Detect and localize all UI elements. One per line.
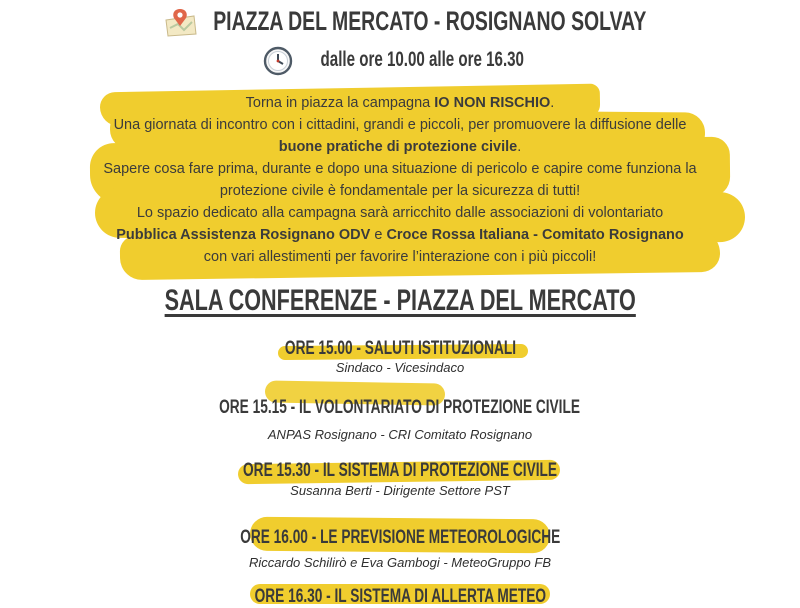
program-item-speakers: Sindaco - Vicesindaco — [335, 360, 465, 375]
program-item-title: ORE 16.00 - LE PREVISIONE METEOROLOGICHE — [239, 527, 561, 548]
program-item-speakers: Riccardo Schilirò e Eva Gambogi - MeteoGruppo FB — [248, 555, 551, 570]
program-item-title: ORE 16.30 - IL SISTEMA DI ALLERTA METEO — [254, 586, 546, 607]
intro-line: Una giornata di incontro con i cittadini, grandi e piccoli, per promuovere la diffusione delle — [113, 117, 687, 133]
intro-line — [40, 224, 760, 246]
good-practices-text: buone pratiche di protezione civile — [278, 139, 518, 155]
intro-paragraph — [40, 92, 760, 268]
intro-line — [40, 136, 760, 158]
program-item-speakers: Susanna Berti - Dirigente Settore PST — [290, 483, 510, 498]
intro-line: protezione civile è fondamentale per la sicurezza di tutti! — [219, 183, 581, 199]
program-item-title: ORE 15.30 - IL SISTEMA DI PROTEZIONE CIVILE — [243, 460, 557, 481]
intro-text: e — [370, 227, 387, 243]
intro-line: Lo spazio dedicato alla campagna sarà arricchito dalle associazioni di volontariato — [136, 205, 664, 221]
campaign-name: IO NON RISCHIO — [434, 95, 551, 111]
program-item-title: ORE 15.15 - IL VOLONTARIATO DI PROTEZIONE CIVILE — [219, 397, 581, 418]
association-name: Croce Rossa Italiana - Comitato Rosignano — [386, 227, 684, 243]
program-item-title: ORE 15.00 - SALUTI ISTITUZIONALI — [284, 338, 516, 359]
program-item-speakers: ANPAS Rosignano - CRI Comitato Rosignano — [267, 427, 533, 442]
intro-line: Sapere cosa fare prima, durante e dopo una situazione di pericolo e capire come funziona la — [103, 161, 697, 177]
event-location: PIAZZA DEL MERCATO - ROSIGNANO SOLVAY — [213, 6, 647, 36]
intro-text: Torna in piazza la campagna — [245, 95, 435, 111]
event-time: dalle ore 10.00 alle ore 16.30 — [320, 48, 524, 71]
intro-line — [40, 92, 760, 114]
association-name: Pubblica Assistenza Rosignano ODV — [116, 227, 371, 243]
section-title: SALA CONFERENZE - PIAZZA DEL MERCATO — [164, 284, 636, 317]
intro-text: . — [550, 95, 555, 111]
intro-line: con vari allestimenti per favorire l’interazione con i più piccoli! — [203, 249, 597, 265]
intro-text: . — [517, 139, 522, 155]
